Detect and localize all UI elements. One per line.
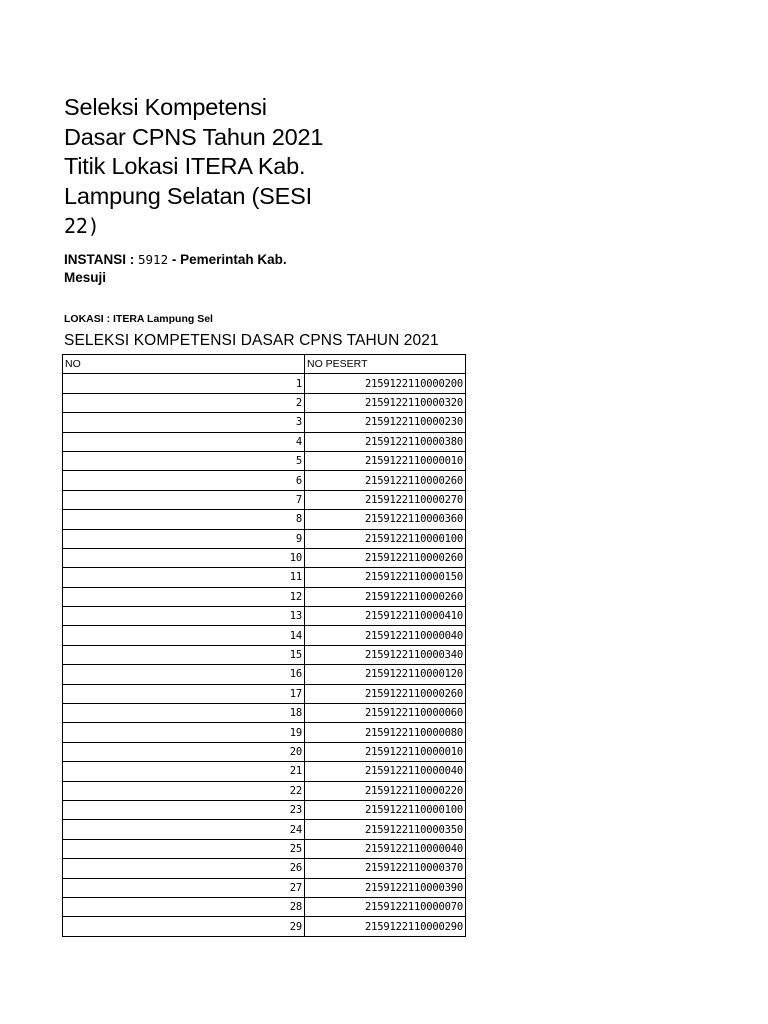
- instansi-code: 5912: [138, 252, 169, 267]
- table-row: [63, 742, 466, 761]
- row-number: 27: [63, 878, 305, 897]
- row-number: 19: [63, 723, 305, 742]
- row-number: 26: [63, 859, 305, 878]
- row-number: 18: [63, 704, 305, 723]
- participant-number: 2159122110000260: [305, 587, 466, 606]
- table-row: [63, 626, 466, 645]
- participant-number: 2159122110000040: [305, 626, 466, 645]
- participant-number: 2159122110000080: [305, 723, 466, 742]
- participant-table-body: [63, 355, 466, 937]
- table-row: [63, 413, 466, 432]
- table-row: [63, 704, 466, 723]
- table-header-row: [63, 355, 466, 374]
- participant-number: 2159122110000010: [305, 742, 466, 761]
- row-number: 24: [63, 820, 305, 839]
- instansi-line: [64, 251, 304, 287]
- table-row: [63, 568, 466, 587]
- participant-number: 2159122110000040: [305, 762, 466, 781]
- table-row: [63, 859, 466, 878]
- table-row: [63, 917, 466, 936]
- participant-number: 2159122110000060: [305, 704, 466, 723]
- table-row: [63, 839, 466, 858]
- row-number: 7: [63, 490, 305, 509]
- row-number: 25: [63, 839, 305, 858]
- row-number: 28: [63, 897, 305, 916]
- table-row: [63, 471, 466, 490]
- participant-number: 2159122110000040: [305, 839, 466, 858]
- table-row: [63, 762, 466, 781]
- participant-number: 2159122110000150: [305, 568, 466, 587]
- table-row: [63, 820, 466, 839]
- participant-number: 2159122110000100: [305, 529, 466, 548]
- participant-number: 2159122110000350: [305, 820, 466, 839]
- participant-number: 2159122110000320: [305, 393, 466, 412]
- row-number: 1: [63, 374, 305, 393]
- row-number: 23: [63, 800, 305, 819]
- row-number: 11: [63, 568, 305, 587]
- participant-number: 2159122110000390: [305, 878, 466, 897]
- row-number: 21: [63, 762, 305, 781]
- row-number: 6: [63, 471, 305, 490]
- participant-number: 2159122110000120: [305, 665, 466, 684]
- participant-number: 2159122110000360: [305, 510, 466, 529]
- row-number: 5: [63, 451, 305, 470]
- row-number: 8: [63, 510, 305, 529]
- row-number: 12: [63, 587, 305, 606]
- table-row: [63, 684, 466, 703]
- participant-number: 2159122110000260: [305, 548, 466, 567]
- row-number: 20: [63, 742, 305, 761]
- row-number: 4: [63, 432, 305, 451]
- document-title: [64, 93, 324, 242]
- instansi-name: - Pemerintah Kab. Mesuji: [64, 252, 287, 285]
- table-row: [63, 878, 466, 897]
- participant-number: 2159122110000410: [305, 607, 466, 626]
- table-row: [63, 897, 466, 916]
- table-row: [63, 587, 466, 606]
- row-number: 14: [63, 626, 305, 645]
- participant-number: 2159122110000270: [305, 490, 466, 509]
- participant-number: 2159122110000100: [305, 800, 466, 819]
- title-main-text: Seleksi Kompetensi Dasar CPNS Tahun 2021 Titik Lokasi ITERA Kab. Lampung Selatan (SESI: [64, 94, 324, 209]
- table-row: [63, 645, 466, 664]
- table-row: [63, 393, 466, 412]
- header-no-peserta: NO PESERT: [305, 355, 466, 374]
- table-row: [63, 510, 466, 529]
- row-number: 2: [63, 393, 305, 412]
- row-number: 15: [63, 645, 305, 664]
- row-number: 13: [63, 607, 305, 626]
- row-number: 3: [63, 413, 305, 432]
- participant-number: 2159122110000260: [305, 684, 466, 703]
- participant-number: 2159122110000340: [305, 645, 466, 664]
- header-no: NO: [63, 355, 305, 374]
- table-row: [63, 665, 466, 684]
- participant-number: 2159122110000220: [305, 781, 466, 800]
- table-row: [63, 781, 466, 800]
- table-title: SELEKSI KOMPETENSI DASAR CPNS TAHUN 2021: [64, 332, 439, 349]
- row-number: 10: [63, 548, 305, 567]
- participant-number: 2159122110000230: [305, 413, 466, 432]
- table-row: [63, 607, 466, 626]
- session-number: 22): [64, 214, 100, 238]
- row-number: 29: [63, 917, 305, 936]
- participant-number: 2159122110000260: [305, 471, 466, 490]
- row-number: 17: [63, 684, 305, 703]
- table-row: [63, 451, 466, 470]
- participant-number: 2159122110000370: [305, 859, 466, 878]
- participant-number: 2159122110000070: [305, 897, 466, 916]
- participant-number: 2159122110000200: [305, 374, 466, 393]
- table-row: [63, 800, 466, 819]
- table-row: [63, 490, 466, 509]
- row-number: 9: [63, 529, 305, 548]
- participant-table: [62, 354, 466, 937]
- row-number: 16: [63, 665, 305, 684]
- instansi-label: INSTANSI :: [64, 252, 138, 267]
- row-number: 22: [63, 781, 305, 800]
- table-row: [63, 432, 466, 451]
- table-row: [63, 723, 466, 742]
- table-row: [63, 374, 466, 393]
- participant-number: 2159122110000010: [305, 451, 466, 470]
- table-row: [63, 529, 466, 548]
- participant-number: 2159122110000290: [305, 917, 466, 936]
- participant-number: 2159122110000380: [305, 432, 466, 451]
- table-row: [63, 548, 466, 567]
- lokasi-line: LOKASI : ITERA Lampung Sel: [64, 313, 213, 325]
